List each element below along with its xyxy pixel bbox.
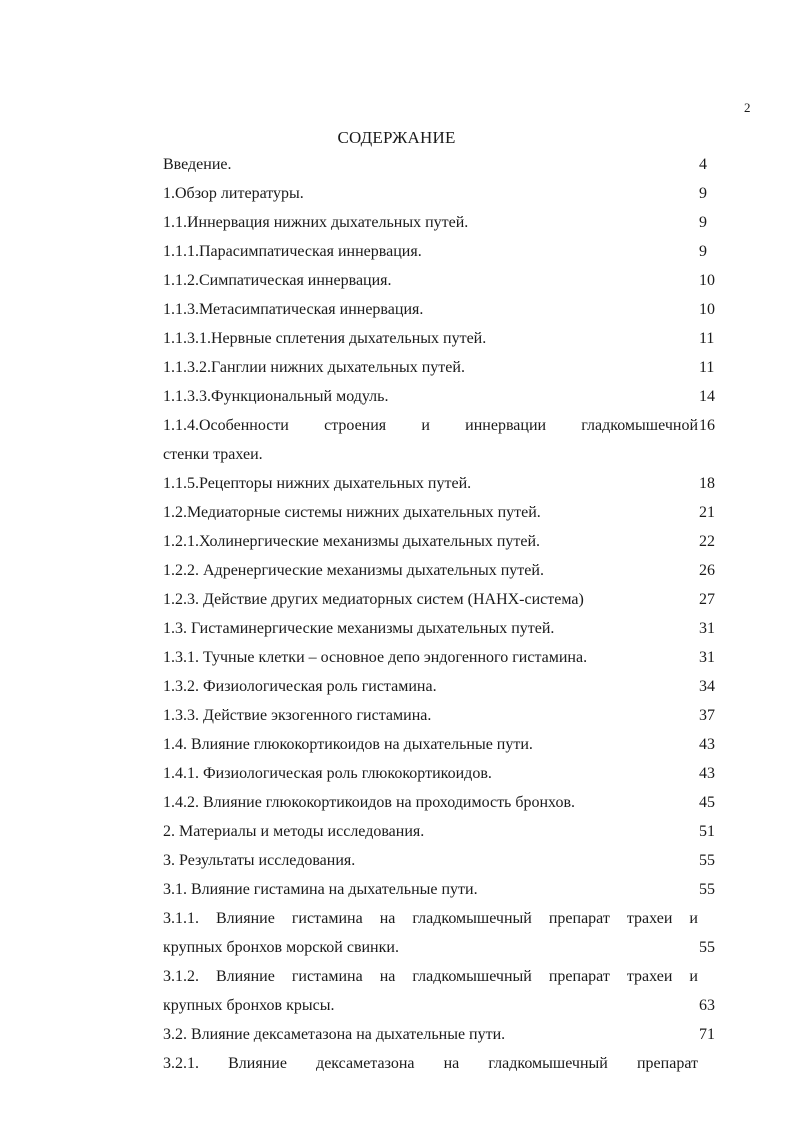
toc-entry-label: 1.1.4.Особенности строения и иннервации гладкомышечной bbox=[163, 417, 698, 434]
toc-entry-page: 51 bbox=[699, 823, 715, 840]
toc-entry-page: 11 bbox=[699, 330, 715, 347]
toc-entry-page: 63 bbox=[699, 997, 715, 1014]
toc-entry bbox=[163, 330, 733, 359]
toc-entry bbox=[163, 185, 733, 214]
toc-entry-label: 3.1.1. Влияние гистамина на гладкомышечный препарат трахеи и bbox=[163, 910, 698, 927]
toc-entry-intro bbox=[163, 156, 733, 185]
toc-entry-label: 3.2.1. Влияние дексаметазона на гладкомышечный препарат bbox=[163, 1055, 698, 1072]
toc-entry-page: 31 bbox=[699, 620, 715, 637]
toc-entry-page: 10 bbox=[699, 301, 715, 318]
toc-entry-label: 3.1. Влияние гистамина на дыхательные пути. bbox=[163, 881, 478, 898]
toc-entry-label: 1.Обзор литературы. bbox=[163, 185, 304, 202]
toc-entry-label: 1.1.3.3.Функциональный модуль. bbox=[163, 388, 389, 405]
toc-entry bbox=[163, 736, 733, 765]
toc-entry-page: 55 bbox=[699, 881, 715, 898]
toc-entry-page: 18 bbox=[699, 475, 715, 492]
toc-entry-label-continuation: крупных бронхов морской свинки. bbox=[163, 939, 399, 956]
toc-entry-page: 22 bbox=[699, 533, 715, 550]
toc-entry bbox=[163, 301, 733, 330]
toc-entry-label: 2. Материалы и методы исследования. bbox=[163, 823, 425, 840]
toc-entry-label: 1.4.1. Физиологическая роль глюкокортикоидов. bbox=[163, 765, 492, 782]
toc-entry bbox=[163, 910, 733, 956]
toc-entry-label: 1.4.2. Влияние глюкокортикоидов на проходимость бронхов. bbox=[163, 794, 575, 811]
toc-entry bbox=[163, 881, 733, 910]
toc-entry-page: 9 bbox=[699, 185, 707, 202]
toc-entry bbox=[163, 707, 733, 736]
toc-entry bbox=[163, 678, 733, 707]
toc-entry-label: 1.4. Влияние глюкокортикоидов на дыхательные пути. bbox=[163, 736, 533, 753]
toc-entry-page: 27 bbox=[699, 591, 715, 608]
toc-entry bbox=[163, 272, 733, 301]
toc-entry-label: 1.2.1.Холинергические механизмы дыхательных путей. bbox=[163, 533, 541, 550]
toc-entry-label: 1.3.3. Действие экзогенного гистамина. bbox=[163, 707, 432, 724]
toc-entry-label: 1.3.2. Физиологическая роль гистамина. bbox=[163, 678, 437, 695]
toc-entry-page: 21 bbox=[699, 504, 715, 521]
toc-entry-label: 1.2.Медиаторные системы нижних дыхательных путей. bbox=[163, 504, 541, 521]
toc-entry-page: 4 bbox=[699, 156, 707, 173]
toc-entry-label: Введение. bbox=[163, 156, 232, 173]
toc-entry-page: 37 bbox=[699, 707, 715, 724]
toc-entry bbox=[163, 765, 733, 794]
toc-entry-label: 1.2.2. Адренергические механизмы дыхательных путей. bbox=[163, 562, 544, 579]
toc-entry-label: 1.1.3.Метасимпатическая иннервация. bbox=[163, 301, 424, 318]
toc-entry-page: 31 bbox=[699, 649, 715, 666]
toc-entry-page: 34 bbox=[699, 678, 715, 695]
toc-entry bbox=[163, 620, 733, 649]
toc-entry bbox=[163, 359, 733, 388]
toc-entry-page: 43 bbox=[699, 765, 715, 782]
toc-entry-page: 71 bbox=[699, 1026, 715, 1043]
toc-entry-label-continuation: крупных бронхов крысы. bbox=[163, 997, 335, 1014]
toc-entry-page: 9 bbox=[699, 214, 707, 231]
toc-entry-label: 3. Результаты исследования. bbox=[163, 852, 356, 869]
toc-entry-label-continuation: стенки трахеи. bbox=[163, 446, 263, 463]
toc-entry-label: 3.2. Влияние дексаметазона на дыхательные пути. bbox=[163, 1026, 506, 1043]
toc-entry bbox=[163, 1026, 733, 1055]
toc-entry-page: 14 bbox=[699, 388, 715, 405]
toc-entry bbox=[163, 214, 733, 243]
toc-entry-label: 1.1.3.1.Нервные сплетения дыхательных путей. bbox=[163, 330, 487, 347]
toc-entry bbox=[163, 504, 733, 533]
toc-entry bbox=[163, 1055, 733, 1084]
toc-entry bbox=[163, 562, 733, 591]
page-number: 2 bbox=[744, 100, 751, 115]
toc-entry-label: 1.1.1.Парасимпатическая иннервация. bbox=[163, 243, 422, 260]
toc-entry bbox=[163, 968, 733, 1014]
toc-entry-label: 3.1.2. Влияние гистамина на гладкомышечный препарат трахеи и bbox=[163, 968, 698, 985]
toc-entry-page: 9 bbox=[699, 243, 707, 260]
toc-entry bbox=[163, 794, 733, 823]
toc-entry-label: 1.3.1. Тучные клетки – основное депо эндогенного гистамина. bbox=[163, 649, 588, 666]
toc-entry bbox=[163, 475, 733, 504]
toc-entry-page: 43 bbox=[699, 736, 715, 753]
toc-entry-label: 1.1.3.2.Ганглии нижних дыхательных путей. bbox=[163, 359, 465, 376]
toc-entry-label: 1.3. Гистаминергические механизмы дыхательных путей. bbox=[163, 620, 555, 637]
toc-entry bbox=[163, 243, 733, 272]
toc-entry-page: 55 bbox=[699, 939, 715, 956]
toc-entry-label: 1.1.2.Симпатическая иннервация. bbox=[163, 272, 392, 289]
toc-entry bbox=[163, 388, 733, 417]
toc-entry bbox=[163, 417, 733, 463]
toc-entry-page: 11 bbox=[699, 359, 715, 376]
toc-entry-label: 1.1.5.Рецепторы нижних дыхательных путей. bbox=[163, 475, 472, 492]
toc-entry-page: 10 bbox=[699, 272, 715, 289]
toc-entry bbox=[163, 823, 733, 852]
toc-entry bbox=[163, 852, 733, 881]
toc-entry bbox=[163, 533, 733, 562]
toc-entry-page: 55 bbox=[699, 852, 715, 869]
toc-entry-page: 16 bbox=[699, 417, 715, 434]
toc-entry-label: 1.2.3. Действие других медиаторных систем (НАНХ-система) bbox=[163, 591, 584, 608]
toc-entry-page: 26 bbox=[699, 562, 715, 579]
toc-entry-label: 1.1.Иннервация нижних дыхательных путей. bbox=[163, 214, 469, 231]
toc-entry bbox=[163, 649, 733, 678]
toc-entry bbox=[163, 591, 733, 620]
page-title: СОДЕРЖАНИЕ bbox=[337, 128, 456, 147]
toc-entry-page: 45 bbox=[699, 794, 715, 811]
